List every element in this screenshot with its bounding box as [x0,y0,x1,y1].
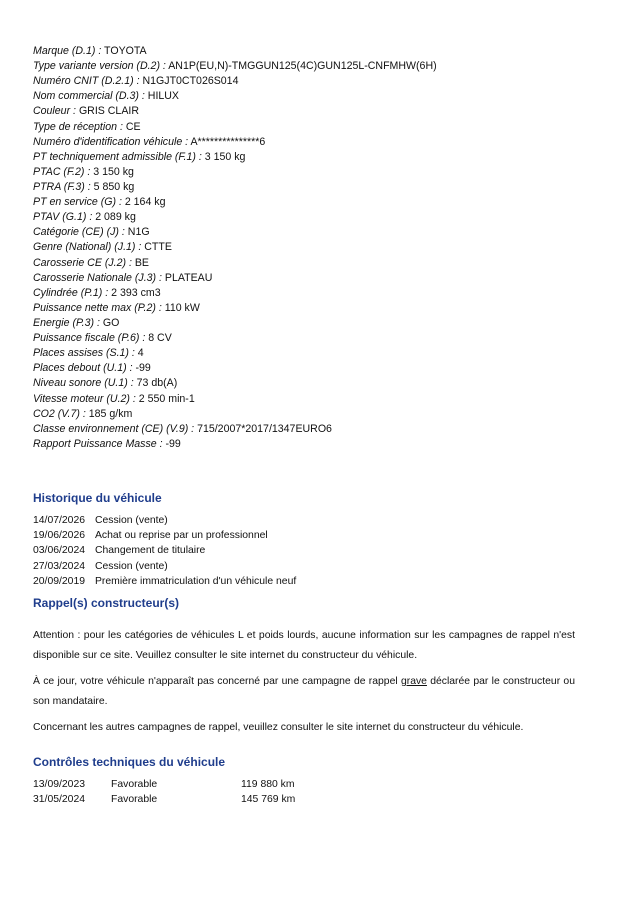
recall-text [33,626,575,745]
recall-title: Rappel(s) constructeur(s) [33,596,180,610]
spec-row: PT en service (G) : 2 164 kg [33,196,166,209]
history-title: Historique du véhicule [33,491,162,505]
spec-row: Couleur : GRIS CLAIR [33,105,139,118]
spec-row: Nom commercial (D.3) : HILUX [33,90,179,103]
recall-paragraph: À ce jour, votre véhicule n'apparaît pas concerné par une campagne de rappel grave déclarée par le constructeur ou son mandataire. [33,676,575,707]
spec-row: Carosserie CE (J.2) : BE [33,256,149,269]
spec-row: Niveau sonore (U.1) : 73 db(A) [33,377,178,390]
inspections-list [33,777,295,807]
inspections-title: Contrôles techniques du véhicule [33,755,226,769]
recall-paragraph: Concernant les autres campagnes de rappel, veuillez consulter le site internet du constructeur du véhicule. [33,722,524,733]
history-row: 03/06/2024 Changement de titulaire [33,545,206,557]
spec-row: Catégorie (CE) (J) : N1G [33,226,150,239]
spec-row: Numéro d'identification véhicule : A***************6 [33,135,266,148]
spec-row: PTAV (G.1) : 2 089 kg [33,211,136,224]
spec-row: Carosserie Nationale (J.3) : PLATEAU [33,271,213,284]
history-list [33,513,296,589]
history-row: 19/06/2026 Achat ou reprise par un professionnel [33,530,268,542]
spec-row: Type variante version (D.2) : AN1P(EU,N)-TMGGUN125(4C)GUN125L-CNFMHW(6H) [33,60,437,73]
spec-row: Places assises (S.1) : 4 [33,347,144,360]
spec-row: Puissance nette max (P.2) : 110 kW [33,301,200,314]
spec-row: Genre (National) (J.1) : CTTE [33,241,172,254]
spec-row: Classe environnement (CE) (V.9) : 715/2007*2017/1347EURO6 [33,422,332,435]
history-row: 20/09/2019 Première immatriculation d'un véhicule neuf [33,575,297,587]
spec-row: PTAC (F.2) : 3 150 kg [33,165,134,178]
spec-row: Places debout (U.1) : -99 [33,362,151,375]
recall-paragraph: Attention : pour les catégories de véhicules L et poids lourds, aucune information sur les campagnes de rappel n'est disponible sur ce site. Veuillez consulter le site internet du constructeur du véhicule. [33,630,575,661]
inspection-row: 13/09/2023 Favorable 119 880 km [33,779,295,790]
inspection-row: 31/05/2024 Favorable 145 769 km [33,794,296,806]
spec-row: Cylindrée (P.1) : 2 393 cm3 [33,286,161,299]
spec-row: Type de réception : CE [33,120,141,133]
spec-row: Energie (P.3) : GO [33,316,120,329]
spec-row: Puissance fiscale (P.6) : 8 CV [33,332,172,345]
spec-row: Rapport Puissance Masse : -99 [33,437,181,450]
vehicle-specs [33,44,613,452]
history-row: 27/03/2024 Cession (vente) [33,560,168,572]
spec-row: CO2 (V.7) : 185 g/km [33,407,133,420]
history-row: 14/07/2026 Cession (vente) [33,515,168,526]
spec-row: PT techniquement admissible (F.1) : 3 150 kg [33,150,246,163]
spec-row: PTRA (F.3) : 5 850 kg [33,180,135,193]
spec-row: Numéro CNIT (D.2.1) : N1GJT0CT026S014 [33,75,239,88]
spec-row: Vitesse moteur (U.2) : 2 550 min-1 [33,392,195,405]
spec-row: Marque (D.1) : TOYOTA [33,45,147,57]
